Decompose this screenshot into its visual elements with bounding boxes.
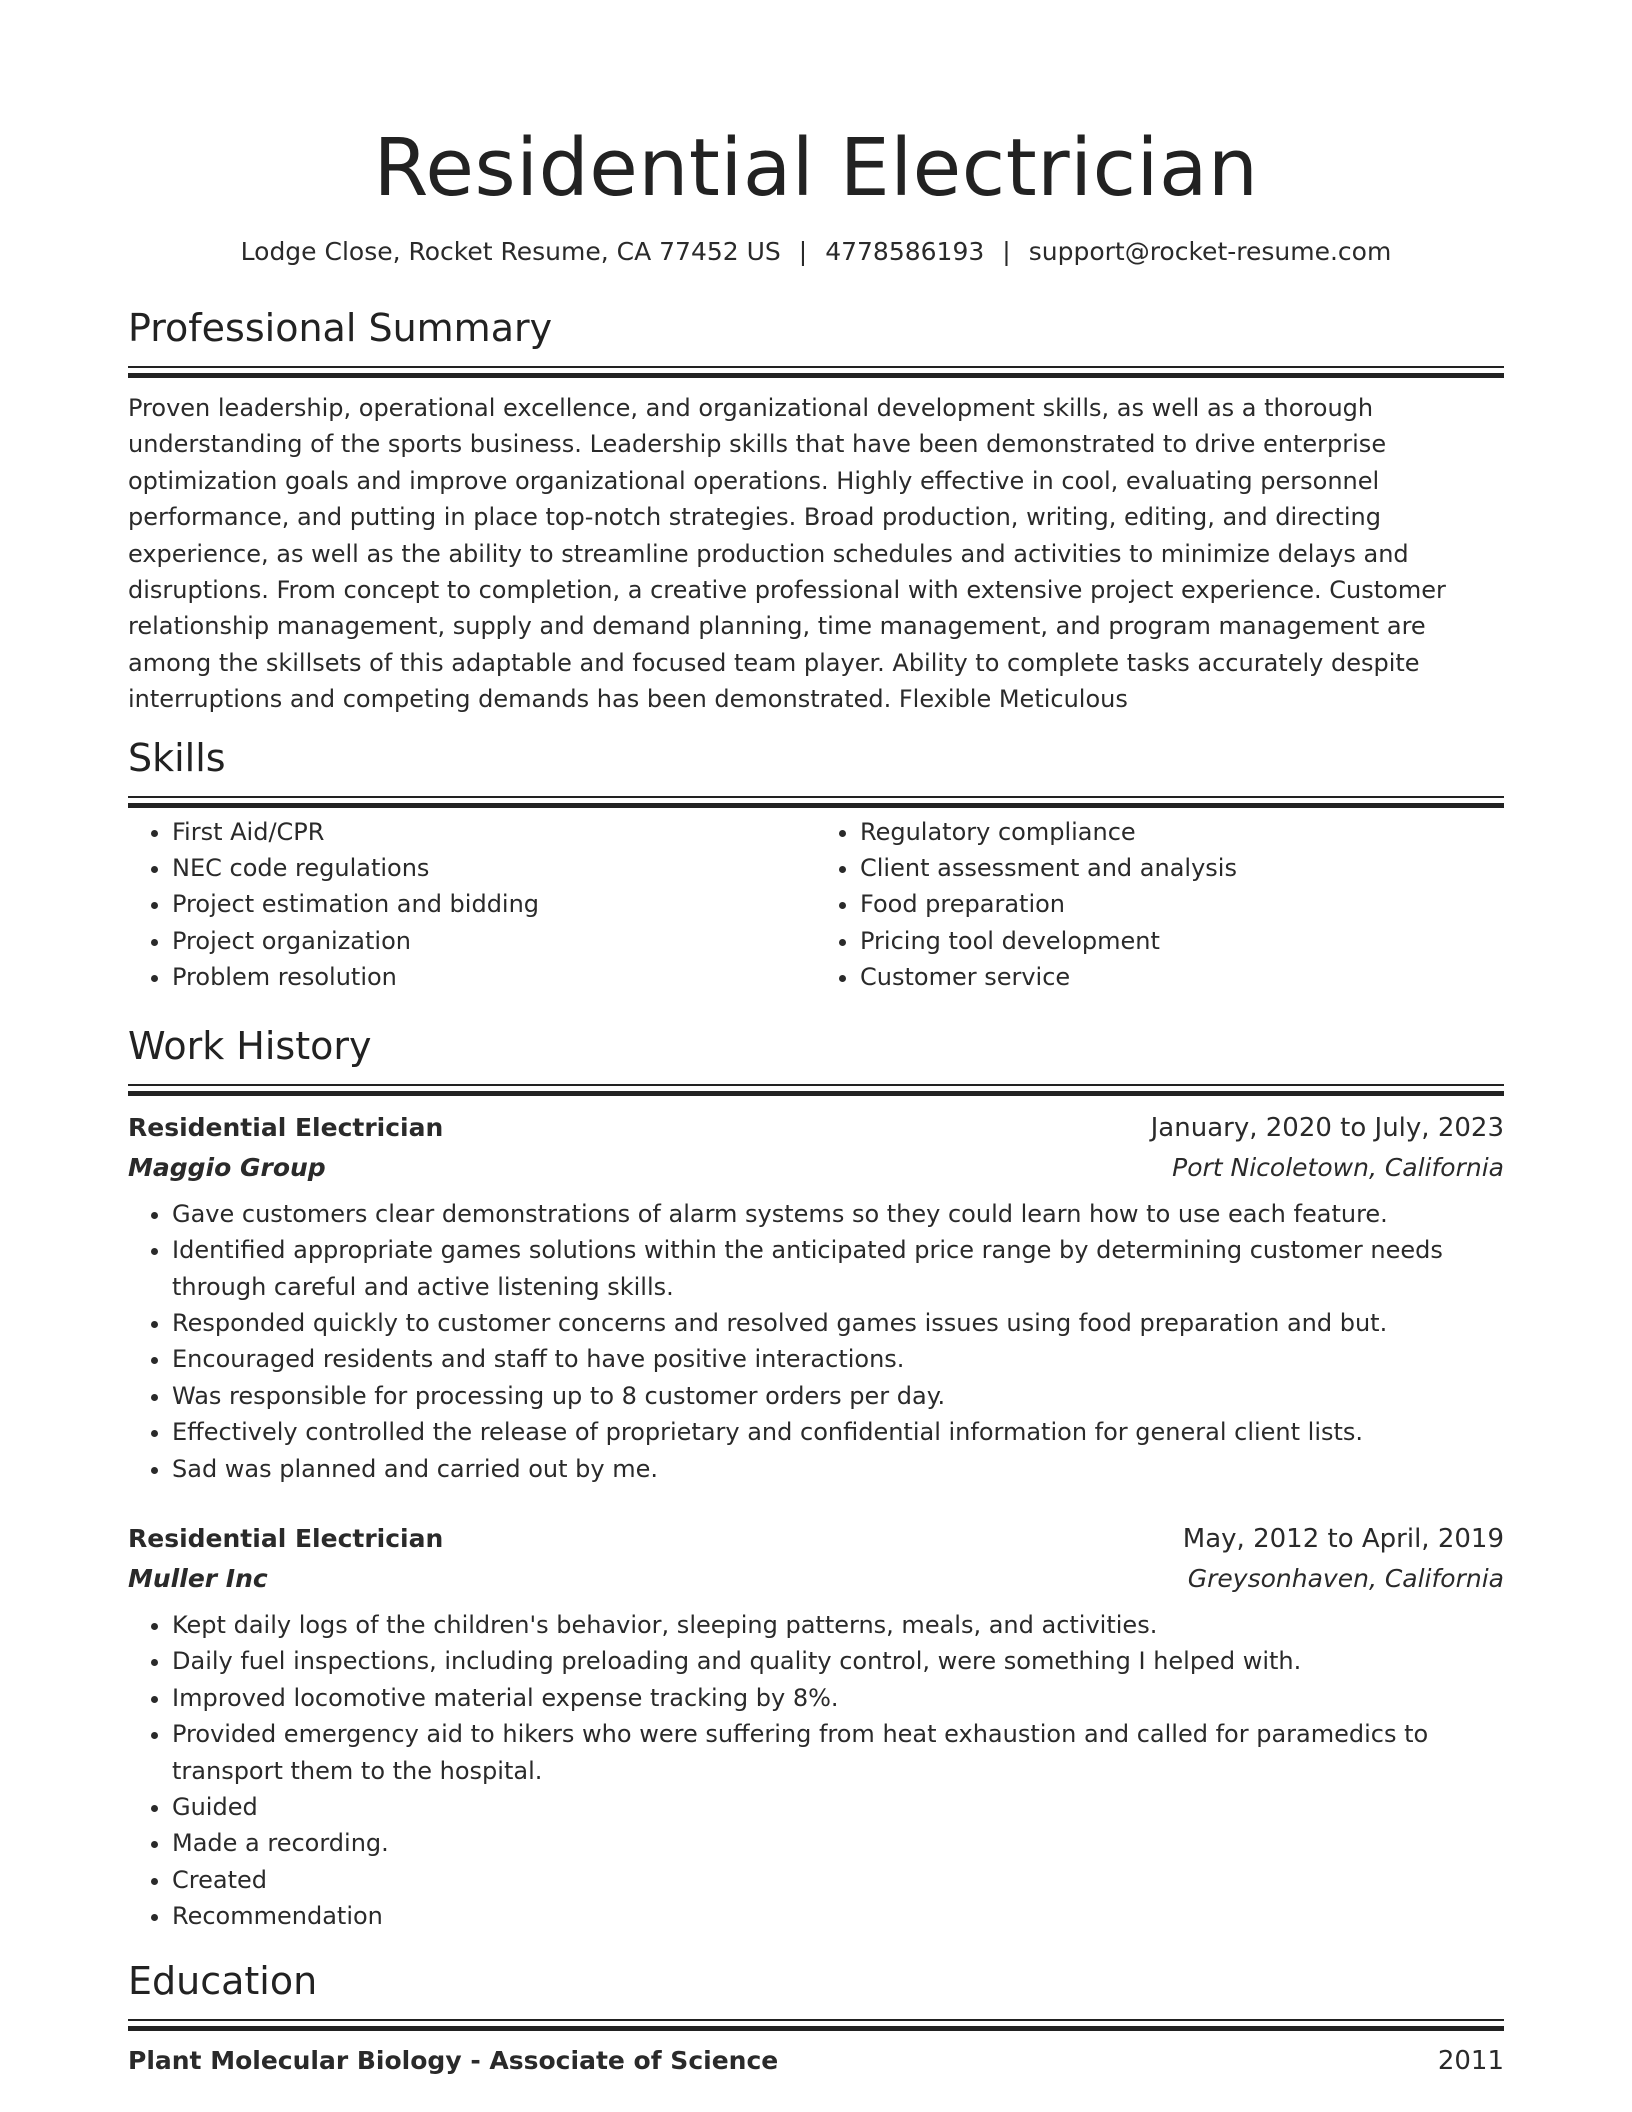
contact-line (128, 234, 1504, 270)
job-location: Greysonhaven, California (1187, 1563, 1504, 1593)
job-header (128, 1519, 1504, 1559)
summary-section (128, 304, 1504, 718)
education-heading: Education (128, 1958, 318, 2003)
job-bullet: • Effectively controlled the release of proprietary and confidential information for general client lists. (172, 1414, 1504, 1450)
education-degree: Plant Molecular Biology - Associate of Science (128, 2045, 779, 2075)
skill-item: • Project estimation and bidding (172, 886, 816, 922)
job-bullet: • Daily fuel inspections, including preloading and quality control, were something I helped with. (172, 1643, 1504, 1679)
job-subheader (128, 1148, 1504, 1188)
job-entry (128, 1108, 1504, 1487)
job-entry (128, 1519, 1504, 1935)
skill-item: • First Aid/CPR (172, 814, 816, 850)
education-entry (128, 2041, 1504, 2081)
job-bullet: • Kept daily logs of the children's behavior, sleeping patterns, meals, and activities. (172, 1607, 1504, 1643)
skills-section (128, 734, 1504, 996)
section-divider (128, 1084, 1504, 1096)
skill-item: • Client assessment and analysis (860, 850, 1504, 886)
skill-item: • Project organization (172, 923, 816, 959)
section-divider (128, 2019, 1504, 2031)
contact-email: support@rocket-resume.com (1028, 237, 1392, 266)
job-title: Residential Electrician (128, 1523, 444, 1553)
skills-heading: Skills (128, 735, 226, 780)
skill-item: • Food preparation (860, 886, 1504, 922)
work-heading: Work History (128, 1023, 372, 1068)
job-bullet: • Responded quickly to customer concerns and resolved games issues using food preparation and but. (172, 1305, 1504, 1341)
education-section (128, 1957, 1504, 2081)
job-bullet: • Identified appropriate games solutions within the anticipated price range by determining customer needs through careful and active listening skills. (172, 1232, 1504, 1305)
summary-heading: Professional Summary (128, 306, 553, 350)
job-bullet: • Recommendation (172, 1898, 1504, 1934)
job-dates: January, 2020 to July, 2023 (1150, 1112, 1504, 1143)
summary-text: Proven leadership, operational excellence, and organizational development skills, as well as a thorough understanding of the sports business. Leadership skills that have been demonstrated to drive enterprise optimization goals and improve organizational operations. Highly effective in cool, evaluating personnel performance, and putting in place top-notch strategies. Broad production, writing, editing, and directing experience, as well as the ability to streamline production schedules and activities to minimize delays and disruptions. From concept to completion, a creative professional with extensive project experience. Customer relationship management, supply and demand planning, time management, and program management are among the skillsets of this adaptable and focused team player. Ability to complete tasks accurately despite interruptions and competing demands has been demonstrated. Flexible Meticulous (128, 394, 1446, 714)
job-bullet: • Provided emergency aid to hikers who were suffering from heat exhaustion and called for paramedics to transport them to the hospital. (172, 1716, 1504, 1789)
section-divider (128, 366, 1504, 378)
contact-phone: 4778586193 (825, 237, 985, 266)
resume-title: Residential Electrician (373, 122, 1259, 214)
contact-address: Lodge Close, Rocket Resume, CA 77452 US (240, 237, 781, 266)
education-year: 2011 (1437, 2045, 1504, 2076)
skill-item: • Pricing tool development (860, 923, 1504, 959)
job-bullet: • Gave customers clear demonstrations of alarm systems so they could learn how to use each feature. (172, 1196, 1504, 1232)
skill-item: • NEC code regulations (172, 850, 816, 886)
job-bullets (128, 1196, 1504, 1487)
job-location: Port Nicoletown, California (1172, 1152, 1504, 1182)
job-subheader (128, 1559, 1504, 1599)
skills-list-right (816, 814, 1504, 996)
job-bullet: • Created (172, 1862, 1504, 1898)
job-header (128, 1108, 1504, 1148)
job-bullet: • Was responsible for processing up to 8 customer orders per day. (172, 1378, 1504, 1414)
skill-item: • Customer service (860, 959, 1504, 995)
section-divider (128, 796, 1504, 808)
job-bullet: • Sad was planned and carried out by me. (172, 1451, 1504, 1487)
contact-separator: | (1002, 237, 1011, 266)
contact-separator: | (798, 237, 808, 266)
skills-columns (128, 814, 1504, 996)
job-company: Maggio Group (128, 1152, 326, 1182)
job-title: Residential Electrician (128, 1112, 444, 1142)
job-bullet: • Encouraged residents and staff to have positive interactions. (172, 1341, 1504, 1377)
skill-item: • Regulatory compliance (860, 814, 1504, 850)
job-company: Muller Inc (128, 1563, 268, 1593)
job-bullet: • Improved locomotive material expense tracking by 8%. (172, 1680, 1504, 1716)
skill-item: • Problem resolution (172, 959, 816, 995)
work-section (128, 1022, 1504, 1935)
job-bullet: • Made a recording. (172, 1825, 1504, 1861)
skills-list-left (128, 814, 816, 996)
job-dates: May, 2012 to April, 2019 (1182, 1523, 1504, 1554)
job-bullets (128, 1607, 1504, 1935)
job-bullet: • Guided (172, 1789, 1504, 1825)
